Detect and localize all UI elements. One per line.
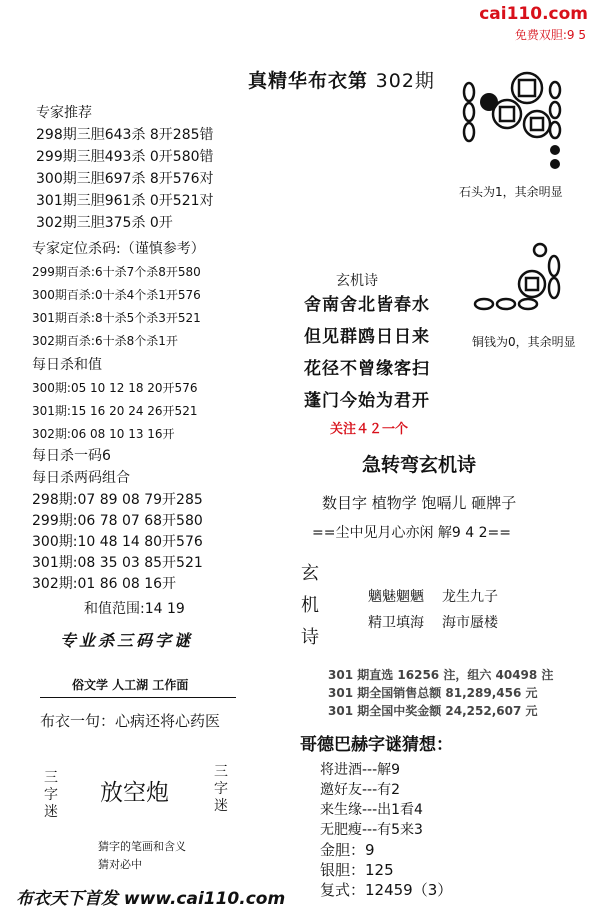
- riddle-center: 放空炮: [100, 780, 169, 806]
- free-double-pick: 免费双胆:9 5: [514, 28, 586, 42]
- sum-kill-heading: 每日杀和值: [32, 357, 102, 373]
- kill-one-code: 每日杀一码6: [32, 448, 111, 464]
- caption-coin: 铜钱为0，其余明显: [472, 335, 576, 349]
- site-logo: cai110.com: [479, 4, 588, 24]
- riddle-note-1: 猜字的笔画和含义: [98, 840, 186, 853]
- position-kill-list: [32, 261, 201, 353]
- position-kill-heading: 专家定位杀码:（谨慎参考）: [32, 241, 205, 257]
- sum-kill-list: [32, 377, 197, 446]
- focus-note: 关注４２一个: [330, 422, 409, 437]
- riddle-heading: 专业杀三码字谜: [60, 631, 194, 650]
- xuanji-vertical: [298, 558, 322, 654]
- list-item: 300期:05 10 12 18 20开576: [32, 381, 198, 395]
- xuanji-char: 玄: [301, 563, 319, 584]
- list-item: 299期百杀:6十杀7个杀8开580: [32, 265, 201, 279]
- poem-lines: [304, 292, 430, 420]
- list-item: 301期三胆961杀 0开521对: [36, 193, 214, 209]
- footer-banner: 布衣天下首发 www.cai110.com: [16, 889, 286, 909]
- xuanji-item: 精卫填海: [368, 615, 424, 631]
- list-item: 金胆：9: [320, 841, 375, 859]
- xuanji-item: 海市蜃楼: [442, 615, 498, 631]
- poem-line: 舍南舍北皆春水: [304, 295, 430, 315]
- list-item: 301期:08 35 03 85开521: [32, 555, 203, 571]
- list-item: 复式：12459（3）: [320, 881, 453, 899]
- riddle-right-vertical: 三字迷: [214, 764, 228, 814]
- folk-saying: 布衣一句：心病还将心药医: [40, 712, 221, 730]
- list-item: 邀好友---有2: [320, 782, 401, 798]
- riddle-note-2: 猜对必中: [98, 858, 142, 871]
- list-item: 301期:15 16 20 24 26开521: [32, 404, 198, 418]
- poem-line: 花径不曾缘客扫: [304, 359, 430, 379]
- list-item: 300期三胆697杀 8开576对: [36, 171, 214, 187]
- xuanji-char: 机: [301, 595, 319, 616]
- list-item: 299期三胆493杀 0开580错: [36, 149, 214, 165]
- list-item: 来生缘---出1看4: [320, 802, 423, 818]
- list-item: 302期:06 08 10 13 16开: [32, 427, 175, 441]
- list-item: 无肥瘦---有5来3: [320, 822, 423, 838]
- caption-stone: 石头为1，其余明显: [459, 185, 563, 199]
- coin-chain-picture: [468, 238, 568, 318]
- xuanji-char: 诗: [301, 627, 319, 648]
- list-item: 300期百杀:0十杀4个杀1开576: [32, 288, 201, 302]
- title-text: 真精华布衣第: [248, 70, 369, 92]
- sum-range: 和值范围:14 19: [84, 601, 185, 617]
- list-item: 300期:10 48 14 80开576: [32, 534, 203, 550]
- folk-heading: 俗文学 人工湖 工作面: [72, 678, 189, 692]
- list-item: 298期三胆643杀 8开285错: [36, 127, 214, 143]
- list-item: 301期百杀:8十杀5个杀3开521: [32, 311, 201, 325]
- list-item: 299期:06 78 07 68开580: [32, 513, 203, 529]
- list-item: 302期三胆375杀 0开: [36, 215, 173, 231]
- turn-line-1: 数目字 植物学 饱嗝儿 砸牌子: [322, 494, 517, 512]
- divider: [40, 697, 236, 698]
- list-item: 298期:07 89 08 79开285: [32, 492, 203, 508]
- xuanji-item: 龙生九子: [442, 589, 498, 605]
- godel-heading: 哥德巴赫字谜猜想：: [300, 735, 453, 755]
- expert-heading: 专家推荐: [36, 105, 92, 121]
- list-item: 将进酒---解9: [320, 762, 401, 778]
- turn-line-2: ==尘中见月心亦闲 解9 4 2==: [312, 525, 511, 541]
- two-combo-list: [32, 490, 203, 595]
- stat-row: 301 期全国销售总额 81,289,456 元: [328, 686, 538, 700]
- poem-heading: 玄机诗: [336, 273, 378, 289]
- stats-block: [328, 666, 553, 720]
- two-combo-heading: 每日杀两码组合: [32, 470, 130, 486]
- list-item: 银胆：125: [320, 861, 394, 879]
- godel-list: [320, 760, 452, 900]
- page-title: [248, 66, 435, 93]
- riddle-left-vertical: 三字迷: [44, 770, 58, 820]
- poem-line: 蓬门今始为君开: [304, 391, 430, 411]
- turn-heading: 急转弯玄机诗: [362, 454, 477, 476]
- stone-chain-picture: [455, 70, 575, 178]
- stat-row: 301 期全国中奖金额 24,252,607 元: [328, 704, 538, 718]
- poem-line: 但见群鸥日日来: [304, 327, 430, 347]
- expert-list: [36, 124, 214, 234]
- list-item: 302期:01 86 08 16开: [32, 576, 177, 592]
- list-item: 302期百杀:6十杀8个杀1开: [32, 334, 178, 348]
- xuanji-item: 魑魅魍魉: [368, 589, 424, 605]
- title-issue: 302期: [375, 70, 435, 92]
- stat-row: 301 期直选 16256 注，组六 40498 注: [328, 668, 554, 682]
